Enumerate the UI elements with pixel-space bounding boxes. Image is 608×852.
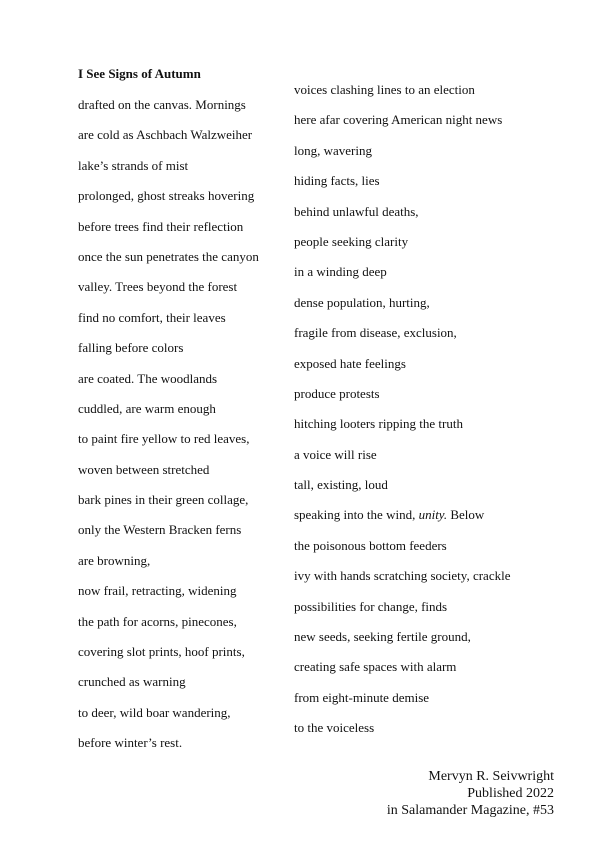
poem-line: from eight-minute demise <box>294 689 430 705</box>
poem-line: drafted on the canvas. Mornings <box>78 97 246 112</box>
poem-line: crunched as warning <box>78 674 186 690</box>
poem-line: hitching looters ripping the truth <box>294 416 463 432</box>
poem-line: falling before colors <box>78 340 184 356</box>
poem-line: here afar covering American night news <box>294 112 503 128</box>
poem-line: dense population, hurting, <box>294 294 430 310</box>
poem-line: the poisonous bottom feeders <box>294 537 447 553</box>
poem-line: before winter’s rest. <box>78 735 183 751</box>
poem-line: woven between stretched <box>78 461 210 477</box>
poem-line: long, wavering <box>294 142 372 158</box>
poem-line: now frail, retracting, widening <box>78 583 237 599</box>
poem-line: are coated. The woodlands <box>78 370 218 386</box>
poem-line: possibilities for change, finds <box>294 598 448 614</box>
poem-line: to the voiceless <box>294 720 375 736</box>
author-name: Mervyn R. Seivwright <box>428 769 554 784</box>
poem-line: in a winding deep <box>294 264 387 280</box>
poem-line: covering slot prints, hoof prints, <box>78 644 245 660</box>
poem-line-tail: Below <box>450 507 485 523</box>
poem-line: bark pines in their green collage, <box>78 492 249 508</box>
poem-line: prolonged, ghost streaks hovering <box>78 188 255 204</box>
poem-line: ivy with hands scratching society, crackle <box>294 568 511 584</box>
poem-line: to paint fire yellow to red leaves, <box>78 431 250 447</box>
poem-line: creating safe spaces with alarm <box>294 659 457 675</box>
poem-line: find no comfort, their leaves <box>78 309 226 325</box>
poem-left-column <box>78 97 259 766</box>
poem-right-column <box>294 82 510 751</box>
poem-title: I See Signs of Autumn <box>78 66 201 81</box>
poem-line: before trees find their reflection <box>78 218 244 234</box>
poem-line: once the sun penetrates the canyon <box>78 248 259 264</box>
poem-line: valley. Trees beyond the forest <box>78 279 238 295</box>
poem-line: new seeds, seeking fertile ground, <box>294 629 471 645</box>
poem-line: a voice will rise <box>294 446 377 462</box>
poem-line: only the Western Bracken ferns <box>78 522 242 538</box>
poem-line: voices clashing lines to an election <box>294 82 475 97</box>
poem-line: tall, existing, loud <box>294 477 388 493</box>
attribution <box>387 768 554 819</box>
poem-line: to deer, wild boar wandering, <box>78 704 231 720</box>
poem-line: the path for acorns, pinecones, <box>78 613 237 629</box>
poem-line: fragile from disease, exclusion, <box>294 325 457 341</box>
poem-line: behind unlawful deaths, <box>294 203 419 219</box>
poem-line: lake’s strands of mist <box>78 157 189 173</box>
poem-line: cuddled, are warm enough <box>78 400 216 416</box>
published-year: Published 2022 <box>467 786 554 801</box>
poem-line: produce protests <box>294 385 380 401</box>
publication-venue: in Salamander Magazine, #53 <box>386 803 554 818</box>
poem-line-text: speaking into the wind, <box>294 507 416 523</box>
poem-line <box>294 507 510 537</box>
italic-word: unity. <box>418 507 448 523</box>
poem-line: hiding facts, lies <box>294 173 380 189</box>
poem-line: people seeking clarity <box>294 233 409 249</box>
poem-line: are cold as Aschbach Walzweiher <box>78 127 253 143</box>
poem-line: are browning, <box>78 552 151 568</box>
poem-line: exposed hate feelings <box>294 355 406 371</box>
